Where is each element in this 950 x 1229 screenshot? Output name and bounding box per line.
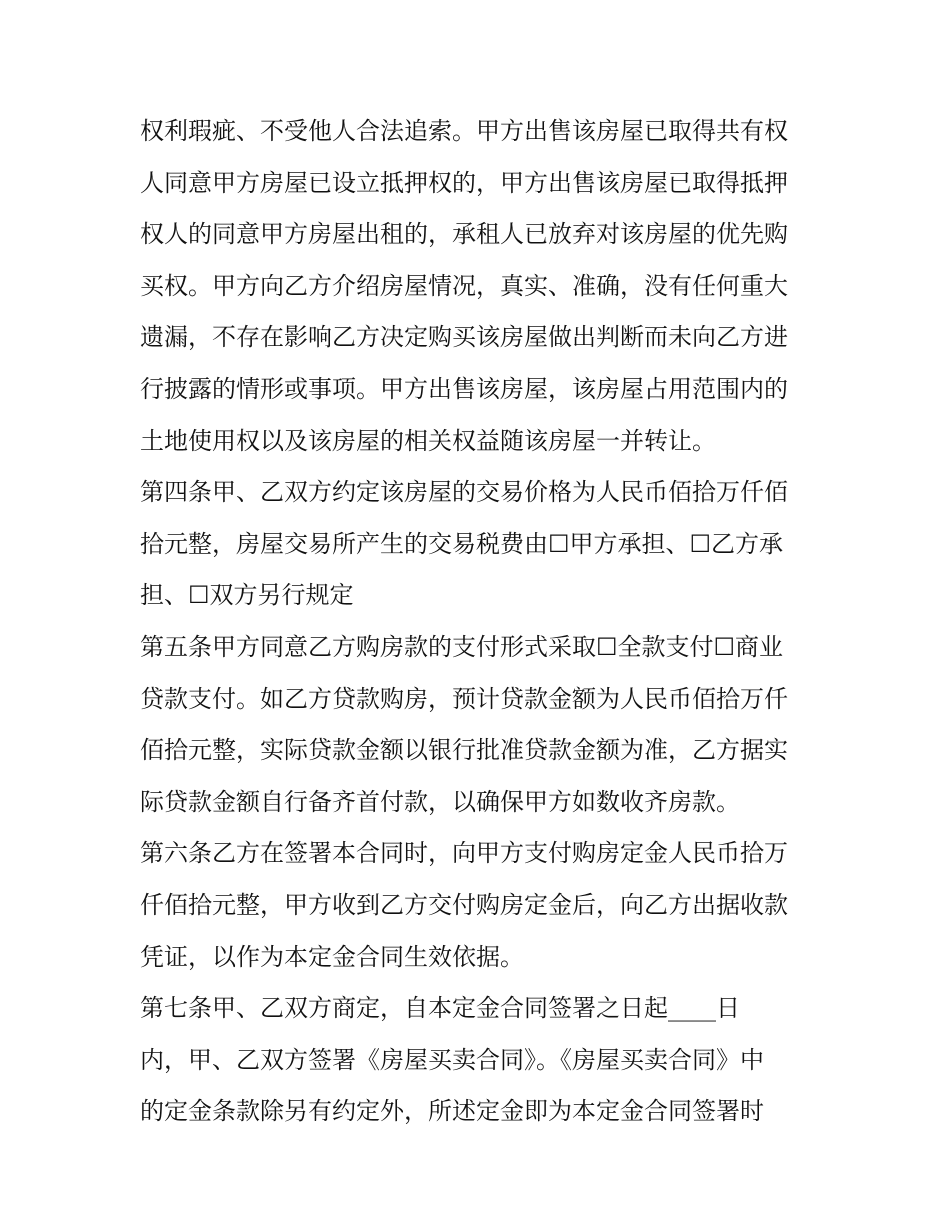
text-line: 担、☐双方另行规定 [140,581,354,610]
text-line: 行披露的情形或事项。甲方出售该房屋，该房屋占用范围内的 [140,374,788,403]
text-line: 土地使用权以及该房屋的相关权益随该房屋一并转让。 [140,426,716,455]
text-line: 的定金条款除另有约定外，所述定金即为本定金合同签署时 [140,1097,764,1126]
text-line: 人同意甲方房屋已设立抵押权的，甲方出售该房屋已取得抵押 [140,168,788,197]
text-line: 佰拾元整，实际贷款金额以银行批准贷款金额为准，乙方据实 [140,736,788,765]
article-6-line: 第六条乙方在签署本合同时，向甲方支付购房定金人民币拾万 [140,839,788,868]
article-5-line: 第五条甲方同意乙方购房款的支付形式采取☐全款支付☐商业 [140,632,784,661]
text-line: 凭证，以作为本定金合同生效依据。 [140,942,524,971]
article-7-line: 第七条甲、乙双方商定，自本定金合同签署之日起____日 [140,994,740,1023]
text-line: 仟佰拾元整，甲方收到乙方交付购房定金后，向乙方出据收款 [140,890,788,919]
text-line: 贷款支付。如乙方贷款购房，预计贷款金额为人民币佰拾万仟 [140,684,788,713]
text-line: 内，甲、乙双方签署《房屋买卖合同》。《房屋买卖合同》中 [140,1045,764,1074]
text-line: 权人的同意甲方房屋出租的，承租人已放弃对该房屋的优先购 [140,220,788,249]
article-4-line: 第四条甲、乙双方约定该房屋的交易价格为人民币佰拾万仟佰 [140,478,788,507]
text-line: 权利瑕疵、不受他人合法追索。甲方出售该房屋已取得共有权 [140,117,788,145]
text-line: 买权。甲方向乙方介绍房屋情况，真实、准确，没有任何重大 [140,271,788,300]
text-line: 拾元整，房屋交易所产生的交易税费由☐甲方承担、☐乙方承 [140,529,784,558]
text-line: 遗漏，不存在影响乙方决定购买该房屋做出判断而未向乙方进 [140,323,788,352]
contract-body [140,106,820,1138]
text-line: 际贷款金额自行备齐首付款，以确保甲方如数收齐房款。 [140,787,740,816]
